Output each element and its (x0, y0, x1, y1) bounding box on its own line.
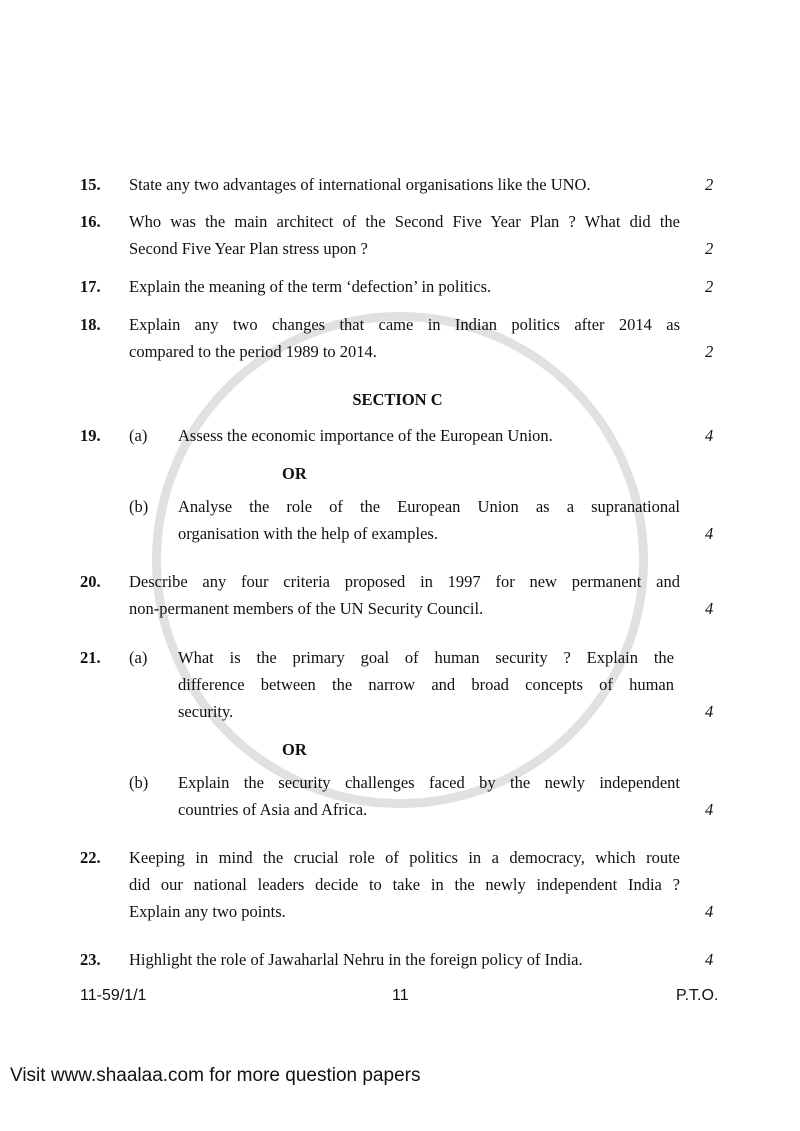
question-text: Highlight the role of Jawaharlal Nehru in the foreign policy of India. (129, 950, 583, 969)
marks: 2 (705, 277, 714, 296)
paper-code: 11-59/1/1 (80, 987, 147, 1004)
question-number: 18. (80, 315, 101, 334)
question-text: Who was the main architect of the Second Five Year Plan ? What did the (129, 212, 680, 231)
marks: 4 (705, 800, 714, 819)
marks: 4 (705, 599, 714, 618)
option-label: (b) (129, 497, 149, 516)
question-number: 19. (80, 426, 101, 445)
question-number: 16. (80, 212, 101, 231)
marks: 4 (705, 426, 714, 445)
page-number: 11 (392, 987, 409, 1004)
option-label: (a) (129, 426, 148, 445)
watermark-circle (152, 312, 648, 808)
question-text: Assess the economic importance of the European Union. (178, 426, 553, 445)
question-text: State any two advantages of international organisations like the UNO. (129, 175, 591, 194)
option-label: (a) (129, 648, 148, 667)
promo-banner-link[interactable]: Visit www.shaalaa.com for more question papers (10, 1065, 421, 1086)
question-text: countries of Asia and Africa. (178, 800, 368, 819)
marks: 4 (705, 902, 714, 921)
question-text: compared to the period 1989 to 2014. (129, 342, 377, 361)
question-text: difference between the narrow and broad concepts of human (178, 675, 674, 694)
question-text: security. (178, 702, 234, 721)
marks: 4 (705, 702, 714, 721)
question-text: Analyse the role of the European Union as a supranational (178, 497, 680, 516)
question-number: 20. (80, 572, 101, 591)
question-number: 23. (80, 950, 101, 969)
or-separator: OR (282, 464, 307, 483)
question-number: 17. (80, 277, 101, 296)
question-number: 22. (80, 848, 101, 867)
question-number: 15. (80, 175, 101, 194)
marks: 4 (705, 950, 714, 969)
question-text: organisation with the help of examples. (178, 524, 438, 543)
marks: 4 (705, 524, 714, 543)
pto-label: P.T.O. (676, 987, 719, 1004)
question-number: 21. (80, 648, 101, 667)
option-label: (b) (129, 773, 149, 792)
section-heading: SECTION C (352, 390, 443, 409)
question-text: Keeping in mind the crucial role of politics in a democracy, which route (129, 848, 680, 867)
question-text: Explain any two points. (129, 902, 286, 921)
question-text: Second Five Year Plan stress upon ? (129, 239, 368, 258)
question-text: non-permanent members of the UN Security Council. (129, 599, 484, 618)
question-text: Explain the security challenges faced by the newly independent (178, 773, 680, 792)
question-text: did our national leaders decide to take in the newly independent India ? (129, 875, 680, 894)
marks: 2 (705, 342, 714, 361)
marks: 2 (705, 175, 714, 194)
marks: 2 (705, 239, 714, 258)
question-text: Explain the meaning of the term ‘defection’ in politics. (129, 277, 492, 296)
question-text: Explain any two changes that came in Indian politics after 2014 as (129, 315, 680, 334)
question-text: Describe any four criteria proposed in 1997 for new permanent and (129, 572, 680, 591)
question-text: What is the primary goal of human security ? Explain the (178, 648, 674, 667)
or-separator: OR (282, 740, 307, 759)
